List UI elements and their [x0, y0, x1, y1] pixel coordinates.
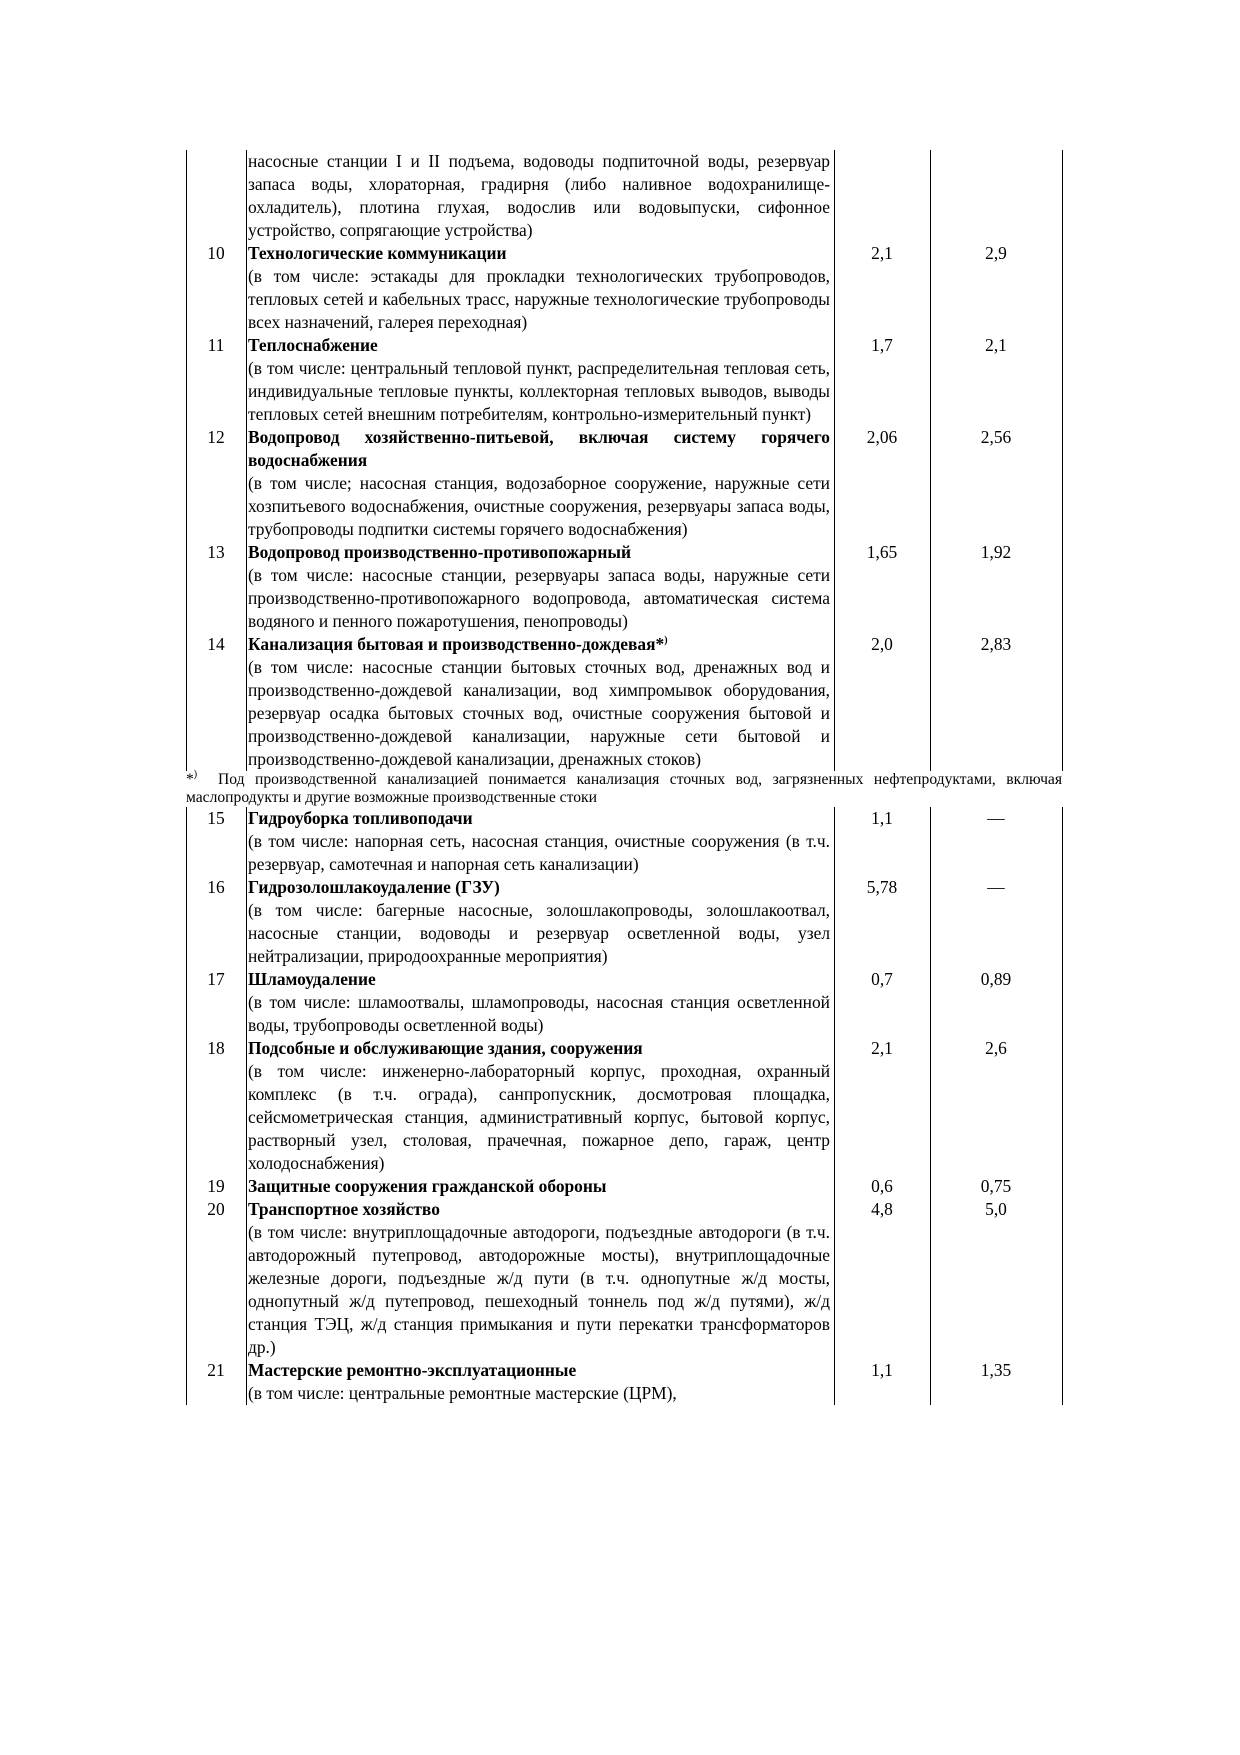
row-description	[246, 242, 834, 334]
row-number: 20	[207, 1199, 225, 1219]
row-number: 13	[207, 542, 225, 562]
row-value-2: 0,89	[980, 969, 1012, 989]
row-description	[246, 1198, 834, 1359]
table-border-left	[186, 807, 187, 1405]
row-value-2: 2,1	[985, 335, 1007, 355]
row-value-1: 0,6	[871, 1176, 893, 1196]
row-number: 16	[207, 877, 225, 897]
row-description	[246, 968, 834, 1037]
row-value-2: —	[987, 808, 1005, 828]
row-details: (в том числе; насосная станция, водозаборное сооружение, наружные сети хозпитьевого водоснабжения, очистные сооружения, резервуары запаса воды, трубопроводы подпитки системы горячего водоснабжения)	[248, 473, 830, 539]
table-border-col2	[834, 807, 835, 1405]
row-details: (в том числе: шламоотвалы, шламопроводы, насосная станция осветленной воды, трубопроводы осветленной воды)	[248, 992, 830, 1035]
footnote-ref: )	[664, 635, 668, 646]
row-value-2: 2,56	[980, 427, 1012, 447]
document-page	[186, 150, 1062, 1405]
row-value-2: 5,0	[985, 1199, 1007, 1219]
row-value-1: 2,0	[871, 634, 893, 654]
row-title: Подсобные и обслуживающие здания, сооружения	[248, 1038, 643, 1058]
row-number: 18	[207, 1038, 225, 1058]
row-title: Теплоснабжение	[248, 335, 378, 355]
row-value-2: 2,9	[985, 243, 1007, 263]
footnote-mark: *	[186, 771, 194, 788]
row-value-2: 0,75	[980, 1176, 1012, 1196]
row-number: 17	[207, 969, 225, 989]
row-number: 10	[207, 243, 225, 263]
row-value-2: 1,92	[980, 542, 1012, 562]
row-value-2: 1,35	[980, 1360, 1012, 1380]
row-value-1: 2,1	[871, 243, 893, 263]
table-border-col3	[930, 150, 931, 771]
row-number: 15	[207, 808, 225, 828]
row-description	[246, 541, 834, 633]
row-number: 12	[207, 427, 225, 447]
row-value-1: 4,8	[871, 1199, 893, 1219]
row-title: Гидроуборка топливоподачи	[248, 808, 473, 828]
row-description	[246, 426, 834, 541]
footnote	[186, 771, 1062, 807]
row-description	[246, 807, 834, 876]
row-value-2: 2,83	[980, 634, 1012, 654]
row-details: (в том числе: багерные насосные, золошлакопроводы, золошлакоотвал, насосные станции, водоводы и резервуар осветленной воды, узел нейтрализации, природоохранные мероприятия)	[248, 900, 830, 966]
row-details: (в том числе: инженерно-лабораторный корпус, проходная, охранный комплекс (в т.ч. ограда), санпропускник, досмотровая площадка, сейсмометрическая станция, административный корпус, бытовой корпус, растворный узел, столовая, прачечная, пожарное депо, гараж, центр холодоснабжения)	[248, 1061, 830, 1173]
table-border-col2	[834, 150, 835, 771]
row-value-1: 1,65	[866, 542, 898, 562]
row-description	[246, 876, 834, 968]
table-border-left	[186, 150, 187, 771]
row-title: Мастерские ремонтно-эксплуатационные	[248, 1360, 577, 1380]
table-block-lower	[186, 807, 1062, 1405]
row-value-1: 1,1	[871, 1360, 893, 1380]
row-title: Шламоудаление	[248, 969, 376, 989]
row-number: 11	[207, 335, 225, 355]
row-details: (в том числе: насосные станции, резервуары запаса воды, наружные сети производственно-противопожарного водопровода, автоматическая система водяного и пенного пожаротушения, пенопроводы)	[248, 565, 830, 631]
row-details: (в том числе: напорная сеть, насосная станция, очистные сооружения (в т.ч. резервуар, самотечная и напорная сеть канализации)	[248, 831, 830, 874]
row-title: Гидрозолошлакоудаление (ГЗУ)	[248, 877, 500, 897]
row-number: 21	[207, 1360, 225, 1380]
row-details: (в том числе: эстакады для прокладки технологических трубопроводов, тепловых сетей и кабельных трасс, наружные технологические трубопроводы всех назначений, галерея переходная)	[248, 266, 830, 332]
row-title: Водопровод производственно-противопожарный	[248, 542, 631, 562]
table-border-col3	[930, 807, 931, 1405]
row-number: 19	[207, 1176, 225, 1196]
row-value-2: 2,6	[985, 1038, 1007, 1058]
footnote-mark-sup: )	[193, 769, 198, 780]
row-value-2: —	[987, 877, 1005, 897]
row-title: Транспортное хозяйство	[248, 1199, 440, 1219]
row-title: Защитные сооружения гражданской обороны	[248, 1176, 607, 1196]
table-border-right	[1062, 150, 1063, 771]
row-value-1: 1,1	[871, 808, 893, 828]
row-title: Водопровод хозяйственно-питьевой, включая систему горячего водоснабжения	[248, 427, 830, 470]
row-value-1: 2,06	[866, 427, 898, 447]
row-title: Технологические коммуникации	[248, 243, 507, 263]
row-description	[246, 334, 834, 426]
row-number: 14	[207, 634, 225, 654]
row-intro-text: насосные станции I и II подъема, водоводы подпиточной воды, резервуар запаса воды, хлораторная, градирня (либо наливное водохранилище-охладитель), плотина глухая, водослив или водовыпуски, сифонное устройство, сопрягающие устройства)	[248, 151, 830, 240]
row-details: (в том числе: насосные станции бытовых сточных вод, дренажных вод и производственно-дождевой канализации, вод химпромывок оборудования, резервуар осадка бытовых сточных вод, очистные сооружения бытовой и производственно-дождевой канализации, наружные сети бытовой и производственно-дождевой канализации, дренажных стоков)	[248, 657, 830, 769]
row-value-1: 5,78	[866, 877, 898, 897]
row-description	[246, 1037, 834, 1175]
row-details: (в том числе: центральный тепловой пункт, распределительная тепловая сеть, индивидуальные тепловые пункты, коллекторная тепловых выводов, выводы тепловых сетей внешним потребителям, контрольно-измерительный пункт)	[248, 358, 830, 424]
row-description	[246, 1359, 834, 1405]
row-value-1: 1,7	[871, 335, 893, 355]
row-details: (в том числе: центральные ремонтные мастерские (ЦРМ),	[248, 1383, 677, 1403]
row-details: (в том числе: внутриплощадочные автодороги, подъездные автодороги (в т.ч. автодорожный путепровод, автодорожные мосты), внутриплощадочные железные дороги, подъездные ж/д пути (в т.ч. однопутные ж/д мосты, однопутный ж/д путепровод, пешеходный тоннель под ж/д путями), ж/д станция ТЭЦ, ж/д станция примыкания и пути перекатки трансформаторов др.)	[248, 1222, 830, 1357]
table-border-col1	[246, 807, 247, 1405]
row-description	[246, 1175, 834, 1198]
row-value-1: 0,7	[871, 969, 893, 989]
row-title: Канализация бытовая и производственно-дождевая*)	[248, 634, 668, 654]
row-value-1: 2,1	[871, 1038, 893, 1058]
footnote-text: Под производственной канализацией понимается канализация сточных вод, загрязненных нефтепродуктами, включая маслопродукты и другие возможные производственные стоки	[186, 771, 1062, 806]
table-border-col1	[246, 150, 247, 771]
table-block-upper	[186, 150, 1062, 771]
table-border-right	[1062, 807, 1063, 1405]
row-description	[246, 633, 834, 771]
